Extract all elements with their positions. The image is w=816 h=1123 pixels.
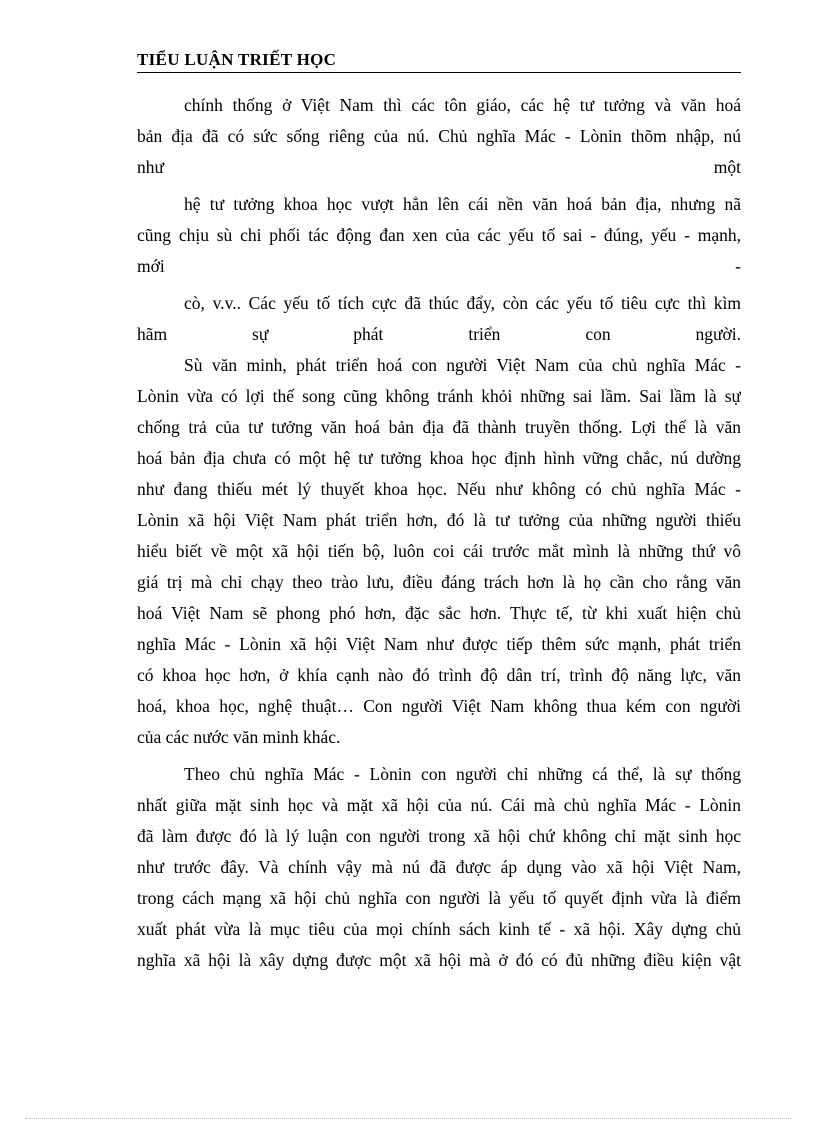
text-line: như đang thiếu mét lý thuyết khoa học. Nếu như không có chủ nghĩa Mác - xyxy=(137,479,741,499)
text-line: giá trị mà chỉ chạy theo trào lưu, điều đáng trách hơn là họ cần cho rằng văn xyxy=(137,572,741,592)
text-line: nghĩa Mác - Lònin xã hội Việt Nam như được tiếp thêm sức mạnh, phát triển xyxy=(137,634,741,654)
text-line: Lònin vừa có lợi thế song cũng không tránh khỏi những sai lầm. Sai lầm là sự xyxy=(137,386,741,406)
text-line: chống trả của tư tưởng văn hoá bản địa đã thành truyền thống. Lợi thế là văn xyxy=(137,417,741,437)
text-line: hệ tư tưởng khoa học vượt hẳn lên cái nền văn hoá bản địa, nhưng nã xyxy=(184,194,741,214)
text-line: đã làm được đó là lý luận con người trong xã hội chứ không chỉ mặt sinh học xyxy=(137,826,741,846)
text-line: hoá bản địa chưa có một hệ tư tưởng khoa học định hình vững chắc, nú dường xyxy=(137,448,741,468)
text-line: trong cách mạng xã hội chủ nghĩa con người là yếu tố quyết định vừa là điểm xyxy=(137,888,741,908)
text-line: có khoa học hơn, ở khía cạnh nào đó trình độ dân trí, trình độ năng lực, văn xyxy=(137,665,741,685)
text-line: Theo chủ nghĩa Mác - Lònin con người chỉ những cá thể, là sự thống xyxy=(184,764,741,784)
text-line: cò, v.v.. Các yếu tố tích cực đã thúc đẩy, còn các yếu tố tiêu cực thì kìm xyxy=(184,293,741,313)
text-line: nghĩa xã hội là xây dựng được một xã hội mà ở đó có đủ những điều kiện vật xyxy=(137,950,741,970)
text-line: chính thống ở Việt Nam thì các tôn giáo, các hệ tư tưởng và văn hoá xyxy=(184,95,741,115)
text-line: của các nước văn minh khác. xyxy=(137,727,341,747)
text-line: nhất giữa mặt sinh học và mặt xã hội của nú. Cái mà chủ nghĩa Mác - Lònin xyxy=(137,795,741,815)
text-line: hiểu biết về một xã hội tiến bộ, luôn coi cái trước mắt mình là những thứ vô xyxy=(137,541,741,561)
text-line: hãm sự phát triển con người. xyxy=(137,324,741,344)
text-line: hoá Việt Nam sẽ phong phó hơn, đặc sắc hơn. Thực tế, từ khi xuất hiện chủ xyxy=(137,603,741,623)
document-body xyxy=(137,90,741,976)
text-line: mới - xyxy=(137,256,741,276)
text-line: hoá, khoa học, nghệ thuật… Con người Việt Nam không thua kém con người xyxy=(137,696,741,716)
text-line: xuất phát vừa là mục tiêu của mọi chính sách kinh tế - xã hội. Xây dựng chủ xyxy=(137,919,741,939)
text-line: Lònin xã hội Việt Nam phát triển hơn, đó là tư tưởng của những người thiếu xyxy=(137,510,741,530)
document-header-title: TIỂU LUẬN TRIẾT HỌC xyxy=(137,50,741,73)
text-line: như trước đây. Và chính vậy mà nú đã được áp dụng vào xã hội Việt Nam, xyxy=(137,857,741,877)
text-line: bản địa đã có sức sống riêng của nú. Chủ nghĩa Mác - Lònin thõm nhập, nú xyxy=(137,126,741,146)
text-line: Sù văn minh, phát triển hoá con người Việt Nam của chủ nghĩa Mác - xyxy=(184,355,741,375)
page-bottom-divider xyxy=(25,1118,791,1119)
text-line: như một xyxy=(137,157,741,177)
text-line: cũng chịu sù chi phối tác động đan xen của các yếu tố sai - đúng, yếu - mạnh, xyxy=(137,225,741,245)
